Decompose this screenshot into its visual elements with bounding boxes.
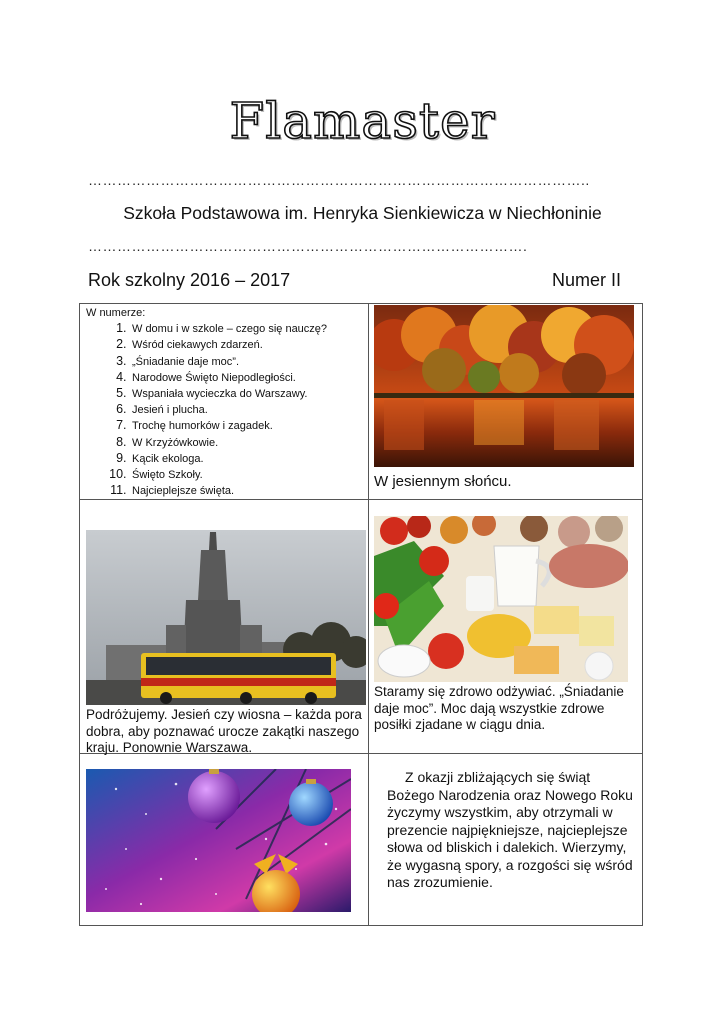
dotted-separator-top: …………………………………………………………………………………………..	[88, 172, 590, 188]
toc-item: 8. W Krzyżówkowie.	[130, 435, 362, 451]
autumn-lake-photo	[374, 305, 634, 467]
toc-item: 10. Święto Szkoły.	[130, 467, 362, 483]
autumn-caption: W jesiennym słońcu.	[374, 473, 512, 490]
table-of-contents	[80, 304, 368, 499]
toc-item: 1. W domu i w szkole – czego się nauczę?	[130, 321, 362, 337]
toc-item: 2. Wśród ciekawych zdarzeń.	[130, 337, 362, 353]
palace-of-culture-photo	[86, 530, 366, 705]
warsaw-caption: Podróżujemy. Jesień czy wiosna – każda pora dobra, aby poznawać urocze zakątki naszego kraju. Ponownie Warszawa.	[86, 707, 362, 756]
holiday-wishes-text: Z okazji zbliżających się świąt Bożego Narodzenia oraz Nowego Roku życzymy wszystkim, aby otrzymali w prezencie najpiękniejsze, najcieplejsze słowa od bliskich i dalekich. Wierzymy, że wygasną spory, a rozgości się wśród nas zrozumienie.	[387, 769, 633, 891]
breakfast-caption: Staramy się zdrowo odżywiać. „Śniadanie daje moc”. Moc dają wszystkie zdrowe posiłki zjadane w ciągu dnia.	[374, 684, 624, 733]
breakfast-cell	[369, 500, 643, 754]
autumn-cell	[369, 304, 643, 500]
toc-item: 11. Najcieplejsze święta.	[130, 483, 362, 499]
school-year: Rok szkolny 2016 – 2017	[88, 270, 291, 290]
issue-number: Numer II	[551, 270, 621, 290]
toc-item: 3. „Śniadanie daje moc”.	[130, 354, 362, 370]
content-grid	[79, 303, 643, 926]
christmas-image-cell	[80, 754, 369, 926]
school-name: Szkoła Podstawowa im. Henryka Sienkiewicza w Niechłoninie	[123, 203, 602, 223]
dotted-separator-bottom: ……………………………………………………………………………….	[88, 238, 528, 254]
christmas-baubles-photo	[86, 769, 351, 912]
toc-item: 4. Narodowe Święto Niepodległości.	[130, 370, 362, 386]
toc-item: 7. Trochę humorków i zagadek.	[130, 418, 362, 434]
toc-item: 6. Jesień i plucha.	[130, 402, 362, 418]
warsaw-cell	[80, 500, 369, 754]
toc-heading: W numerze:	[86, 307, 146, 319]
wishes-cell	[369, 754, 643, 926]
toc-item: 9. Kącik ekologa.	[130, 451, 362, 467]
newsletter-title: Flamaster	[229, 92, 496, 150]
healthy-food-photo	[374, 516, 628, 682]
toc-cell	[80, 304, 369, 500]
toc-item: 5. Wspaniała wycieczka do Warszawy.	[130, 386, 362, 402]
